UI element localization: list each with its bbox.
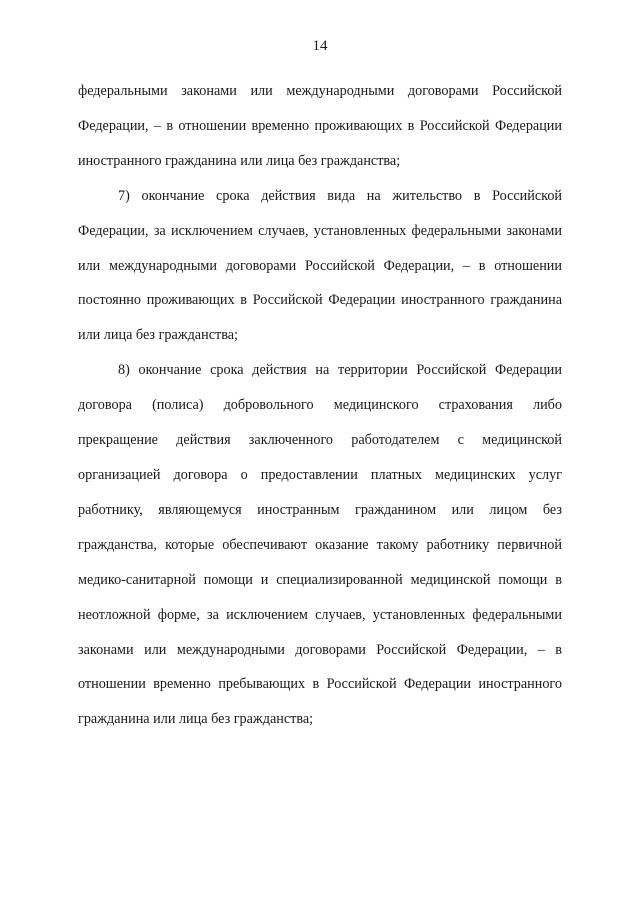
paragraph-item-8: 8) окончание срока действия на территории Российской Федерации договора (полиса) добровольного медицинского страхования либо прекращение действия заключенного работодателем с медицинской организацией договора о предоставлении платных медицинских услуг работнику, являющемуся иностранным гражданином или лицом без гражданства, которые обеспечивают оказание такому работнику первичной медико-санитарной помощи и специализированной медицинской помощи в неотложной форме, за исключением случаев, установленных федеральными законами или международными договорами Российской Федерации, – в отношении временно пребывающих в Российской Федерации иностранного гражданина или лица без гражданства; — [78, 362, 562, 728]
paragraph-item-7: 7) окончание срока действия вида на жительство в Российской Федерации, за исключением случаев, установленных федеральными законами или международными договорами Российской Федерации, – в отношении постоянно проживающих в Российской Федерации иностранного гражданина или лица без гражданства; — [78, 187, 562, 344]
paragraph-continuation: федеральными законами или международными договорами Российской Федерации, – в отношении временно проживающих в Российской Федерации иностранного гражданина или лица без гражданства; — [78, 83, 562, 169]
page-number: 14 — [312, 38, 328, 54]
document-body — [78, 74, 562, 737]
